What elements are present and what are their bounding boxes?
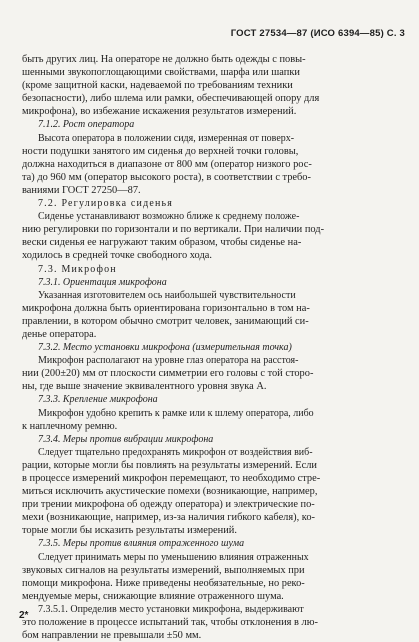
text-line: нии (200±20) мм от плоскости симметрии его головы с той сторо- — [22, 368, 314, 380]
text-line: ваниями ГОСТ 27250—87. — [22, 184, 141, 196]
text-line: Микрофон удобно крепить к рамке или к шлему оператора, либо — [38, 407, 314, 419]
text-line: та) до 960 мм (оператор высокого роста), в соответствии с требо- — [22, 171, 311, 183]
text-line: в процессе измерений микрофон перемещают, то необходимо стре- — [22, 473, 321, 484]
text-line: мехи (возникающие, например, из-за наличия гибкого кабеля), ко- — [22, 512, 315, 524]
text-line: правлении, в котором обычно смотрит человек, занимающий си- — [22, 315, 309, 327]
text-line: это положение в процессе испытаний так, чтобы отклонения в лю- — [22, 617, 318, 629]
text-line: быть других лиц. На операторе не должно быть одежды с повы- — [22, 54, 306, 65]
text-line: рации, которые могли бы повлиять на результаты измерений. Если — [22, 459, 317, 471]
text-line: ности подушки занятого им сиденья до верхней точки головы, — [22, 145, 299, 157]
section-heading-7-3-3: 7.3.3. Крепление микрофона — [38, 394, 158, 406]
text-line: должна находиться в диапазоне от 800 мм (оператор низкого рос- — [22, 158, 312, 170]
section-heading-7-3-1: 7.3.1. Ориентация микрофона — [38, 276, 167, 288]
document-body — [22, 53, 414, 642]
text-line: шенными звукопоглощающими свойствами, шарфа или шапки — [22, 67, 300, 79]
text-line: ходилось в средней точке свободного хода. — [22, 250, 212, 262]
text-line: торые могли бы исказить результаты измерений. — [22, 525, 237, 537]
text-line: Микрофон располагают на уровне глаз оператора на расстоя- — [38, 355, 299, 367]
section-heading-7-3-4: 7.3.4. Меры против вибрации микрофона — [38, 433, 214, 445]
text-line: (кроме защитной каски, надеваемой по требованиям техники — [22, 80, 293, 92]
text-line: при трении микрофона об одежду оператора) и электрические по- — [22, 499, 315, 511]
section-heading-7-3: 7.3. Микрофон — [38, 263, 117, 275]
text-line: микрофона должна быть ориентирована горизонтально в том на- — [22, 302, 310, 314]
section-heading-7-2: 7.2. Регулировка сиденья — [38, 198, 174, 210]
text-line: Высота оператора в положении сидя, измеренная от поверх- — [38, 132, 295, 144]
text-line: помощи микрофона. Ниже приведены необязательные, но реко- — [22, 577, 305, 589]
text-line: Следует принимать меры по уменьшению влияния отраженных — [38, 551, 309, 563]
text-line: звуковых сигналов на результаты измерений, выполняемых при — [22, 564, 305, 576]
signature-mark: 2* — [19, 610, 29, 621]
text-line: миться исключить акустические помехи (возникающие, например, — [22, 486, 318, 498]
text-line: нию регулировки по горизонтали и по вертикали. При наличии под- — [22, 224, 325, 236]
section-heading-7-3-2: 7.3.2. Место установки микрофона (измерительная точка) — [38, 342, 292, 354]
text-line: Следует тщательно предохранять микрофон от воздействия виб- — [38, 446, 313, 458]
text-line: микрофона), во избежание искажения результатов измерений. — [22, 106, 297, 118]
section-heading-7-3-5: 7.3.5. Меры против влияния отраженного шума — [38, 538, 245, 550]
page-header: ГОСТ 27534—87 (ИСО 6394—85) С. 3 — [230, 28, 405, 39]
text-line: безопасности), либо шлема или рамки, обеспечивающей опору для — [22, 93, 320, 105]
text-line: денье оператора. — [22, 328, 97, 340]
text-line: ны, где выше значение эквивалентного уровня звука A. — [22, 381, 267, 393]
section-heading-7-1-2: 7.1.2. Рост оператора — [38, 119, 135, 131]
text-line: к наплечному ремню. — [22, 420, 118, 432]
text-line: мендуемые меры, снижающие влияние отраженного шума. — [22, 590, 284, 602]
text-line: Указанная изготовителем ось наибольшей чувствительности — [38, 289, 296, 301]
text-line: вески сиденья ее нагружают таким образом, чтобы сиденье на- — [22, 237, 302, 249]
text-line: бом направлении не превышали ±50 мм. — [22, 630, 202, 642]
text-line: Сиденье устанавливают возможно ближе к среднему положе- — [38, 211, 300, 223]
text-line: 7.3.5.1. Определив место установки микрофона, выдерживают — [38, 603, 304, 615]
